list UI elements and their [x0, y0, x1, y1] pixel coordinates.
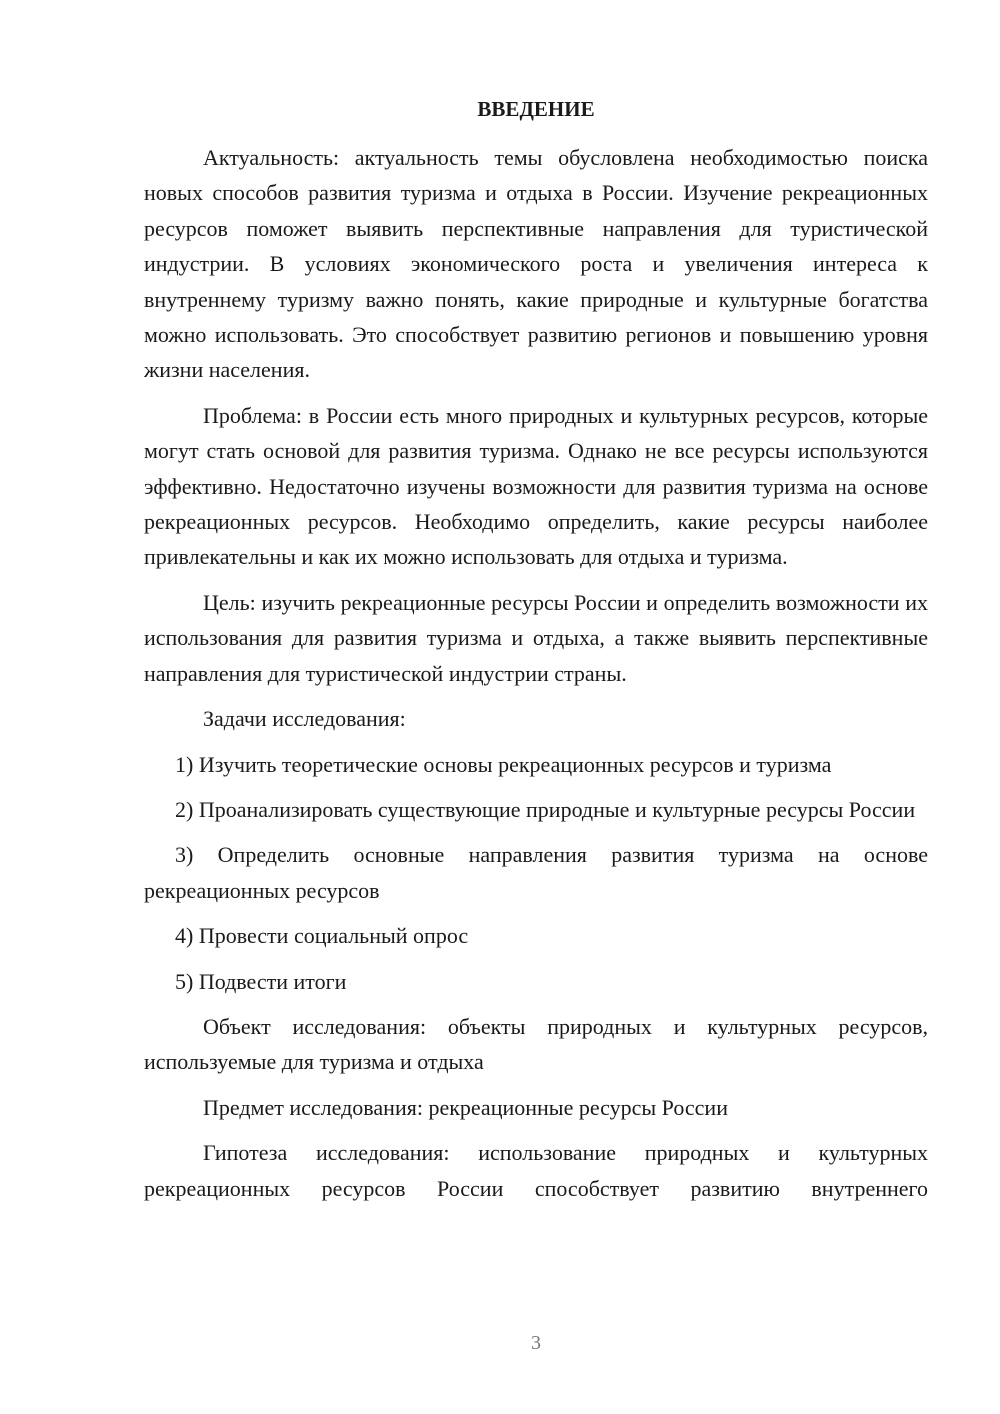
task-item-1: 1) Изучить теоретические основы рекреационных ресурсов и туризма [175, 751, 832, 777]
relevance-paragraph: Актуальность: актуальность темы обусловлена необходимостью поиска новых способов развития туризма и отдыха в России. Изучение рекреационных ресурсов поможет выявить перспективные направления для туристической индустрии. В условиях экономического роста и увеличения интереса к внутреннему туризму важно понять, какие природные и культурные богатства можно использовать. Это способствует развитию регионов и повышению уровня жизни населения. [144, 145, 928, 383]
research-object-paragraph: Объект исследования: объекты природных и культурных ресурсов, используемые для туризма и отдыха [144, 1013, 928, 1075]
task-item-4: 4) Провести социальный опрос [175, 923, 469, 949]
tasks-heading: Задачи исследования: [203, 706, 406, 732]
task-item-2: 2) Проанализировать существующие природные и культурные ресурсы России [175, 796, 916, 822]
page-number: 3 [531, 1332, 541, 1354]
problem-paragraph: Проблема: в России есть много природных и культурных ресурсов, которые могут стать основой для развития туризма. Однако не все ресурсы используются эффективно. Недостаточно изучены возможности для развития туризма на основе рекреационных ресурсов. Необходимо определить, какие ресурсы наиболее привлекательны и как их можно использовать для отдыха и туризма. [144, 402, 928, 570]
research-subject-paragraph: Предмет исследования: рекреационные ресурсы России [203, 1094, 728, 1120]
task-item-3: 3) Определить основные направления развития туризма на основе рекреационных ресурсов [144, 842, 928, 903]
page-title: ВВЕДЕНИЕ [477, 97, 595, 121]
goal-paragraph: Цель: изучить рекреационные ресурсы России и определить возможности их использования для развития туризма и отдыха, а также выявить перспективные направления для туристической индустрии страны. [144, 589, 928, 686]
hypothesis-paragraph: Гипотеза исследования: использование природных и культурных рекреационных ресурсов России способствует развитию внутреннего [144, 1140, 928, 1201]
page-content [144, 92, 928, 1216]
task-item-5: 5) Подвести итоги [175, 968, 347, 994]
